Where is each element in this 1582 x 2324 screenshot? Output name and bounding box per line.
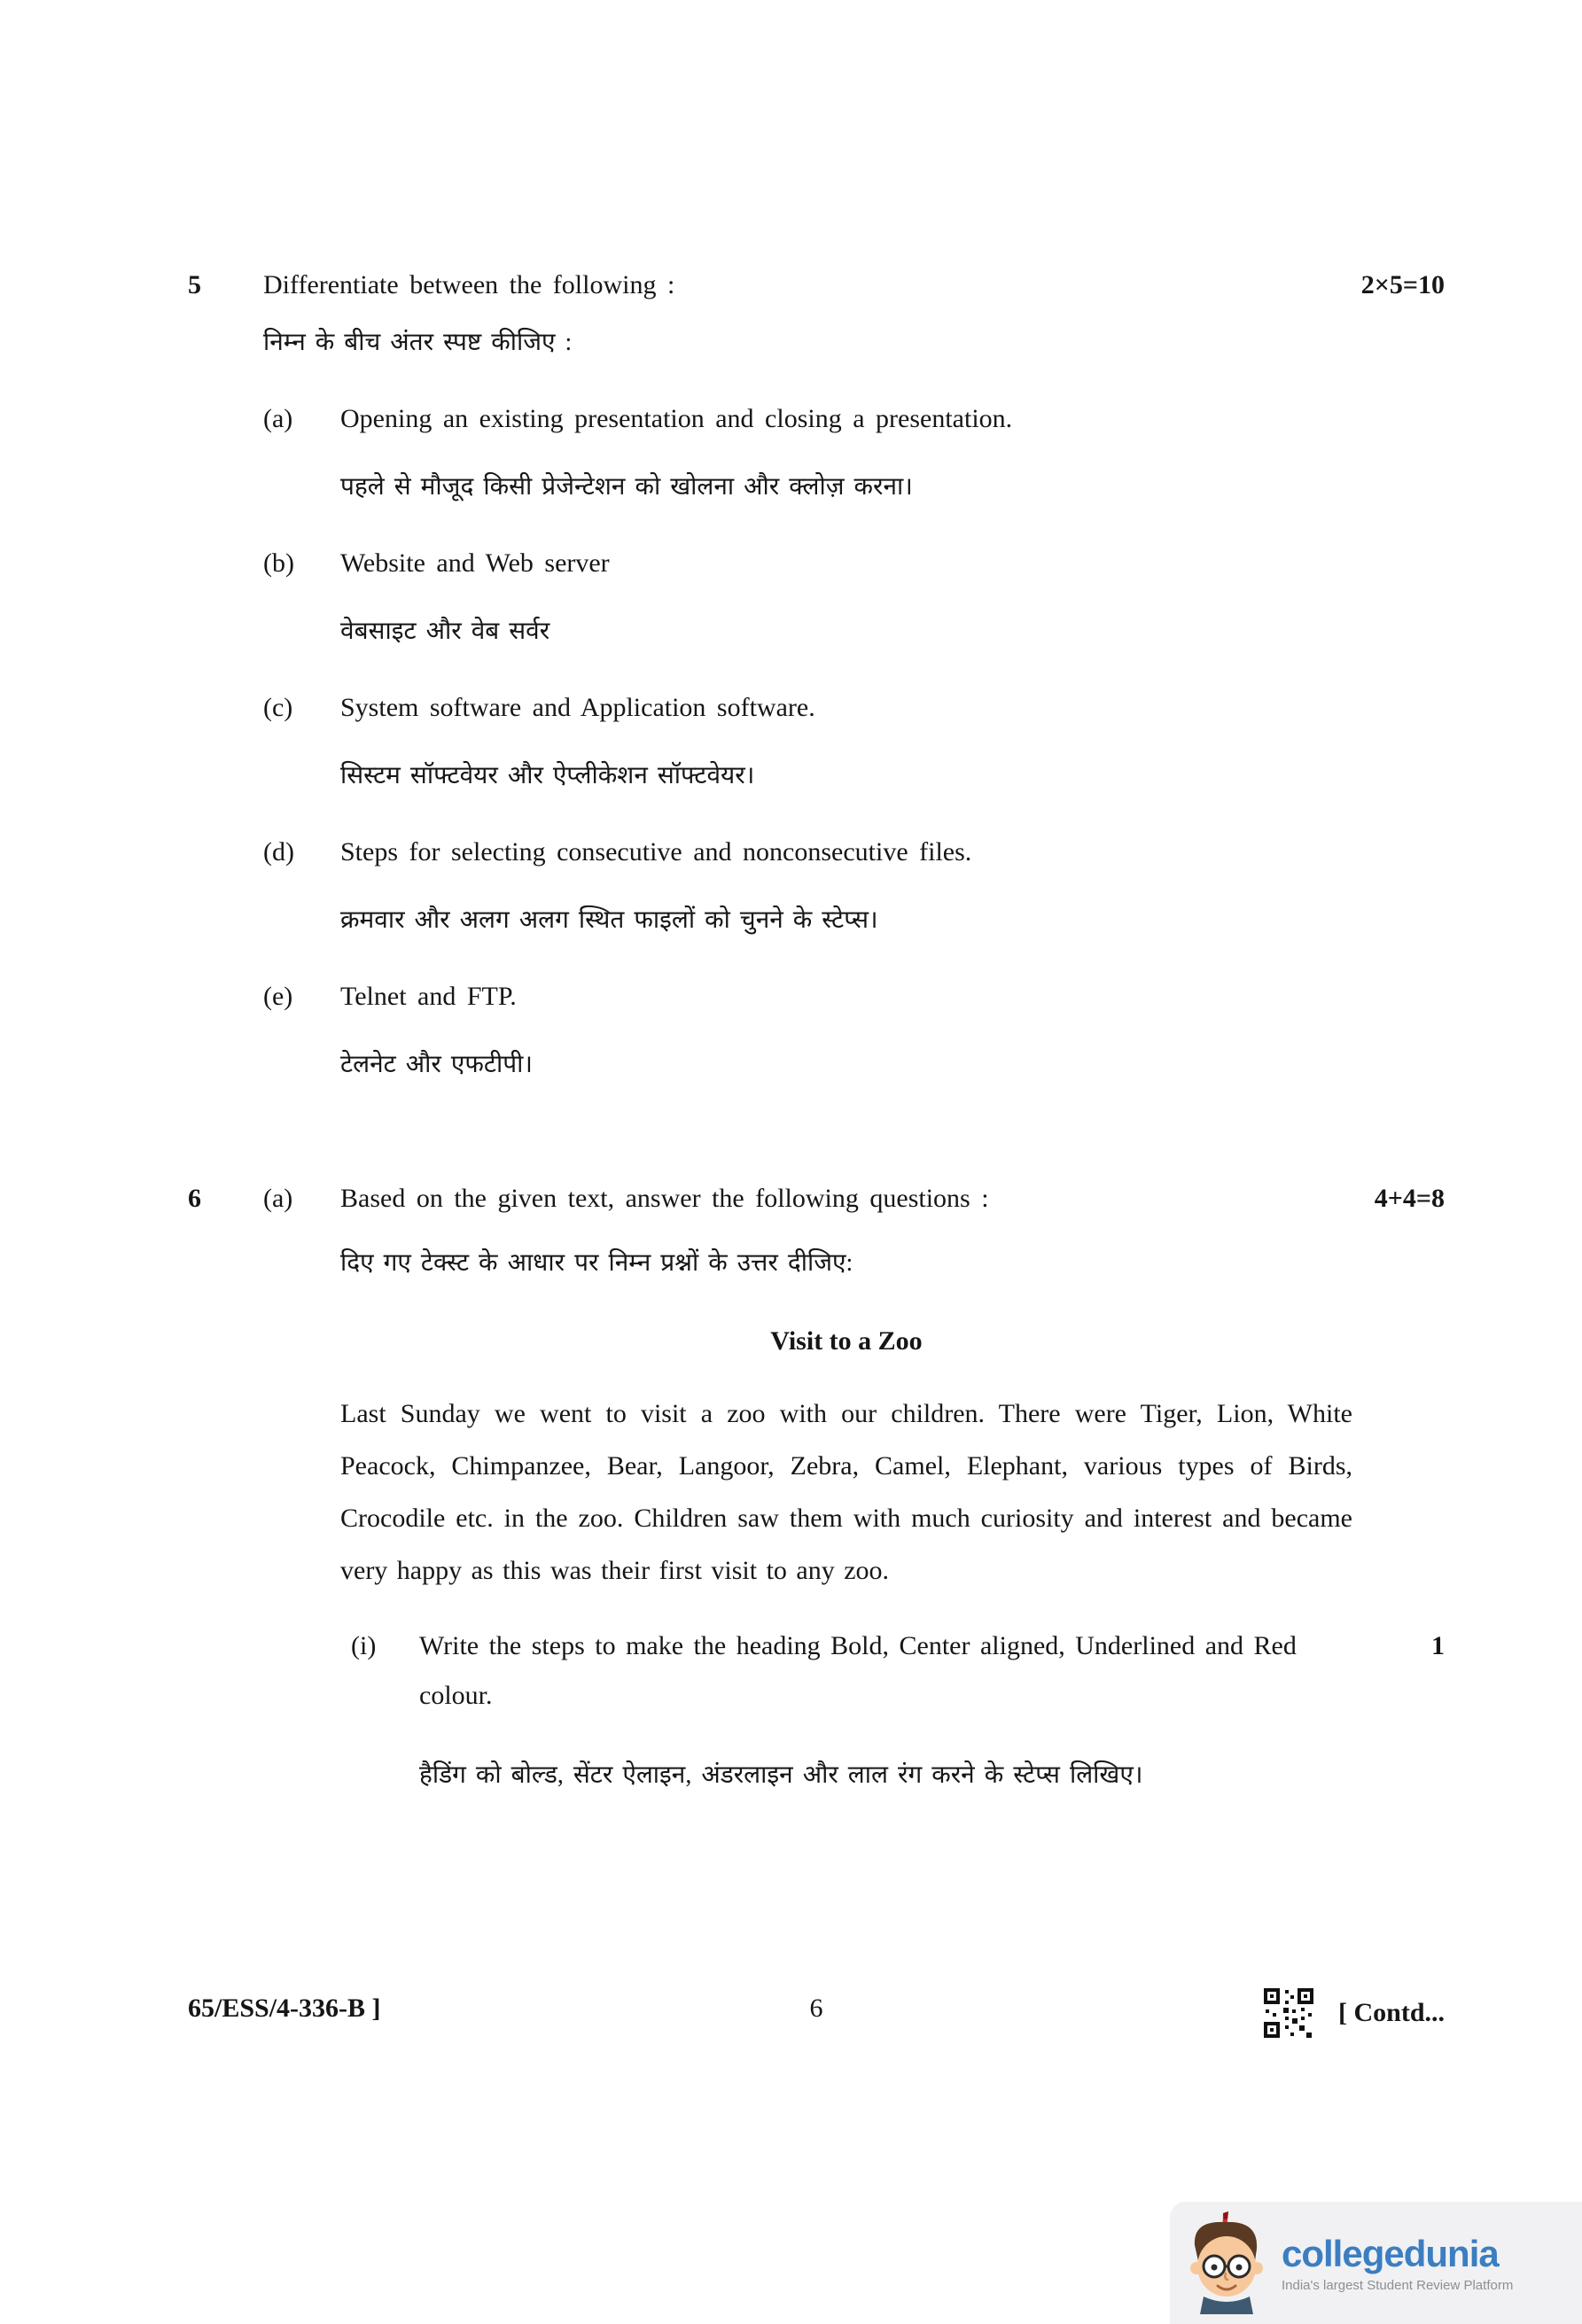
q5-item-c [263,688,1445,727]
page-footer [188,1986,1445,2048]
q5-item-a-text-hi: पहले से मौजूद किसी प्रेजेन्टेशन को खोलना और क्लोज़ करना। [340,473,913,501]
brand-text [1282,2234,1513,2293]
q5-item-b-text-en: Website and Web server [340,548,610,578]
question-5-prompt-en: Differentiate between the following : [263,270,675,299]
q6-sub-question-i [351,1621,1445,1721]
q5-item-a-label: (a) [263,404,293,433]
passage-text: Last Sunday we went to visit a zoo with our children. There were Tiger, Lion, White Peacock, Chimpanzee, Bear, Langoor, Zebra, Camel, Elephant, various types of Birds, Crocodile etc. in the zoo. Children saw them with much curiosity and interest and became very happy as this was their first visit to any zoo. [340,1399,1352,1585]
question-6-header [188,1184,1445,1214]
q6-sub-i-text-hi: हैडिंग को बोल्ड, सेंटर ऐलाइन, अंडरलाइन और लाल रंग करने के स्टेप्स लिखिए। [419,1761,1143,1789]
q5-item-c-text-en: System software and Application software. [340,693,815,722]
q5-item-a [263,400,1445,439]
question-6-marks: 4+4=8 [1374,1184,1445,1213]
paper-code: 65/ESS/4-336-B ] [188,1994,381,2023]
q6-sub-i-marks: 1 [1431,1631,1445,1660]
q6-sub-i-label: (i) [351,1631,377,1660]
q5-item-e-text-en: Telnet and FTP. [340,982,517,1011]
page-content [188,270,1445,1795]
question-6-number: 6 [188,1184,201,1213]
question-5-prompt-hi: निम्न के बीच अंतर स्पष्ट कीजिए : [263,329,573,356]
q5-item-e-text-hi: टेलनेट और एफटीपी। [340,1051,534,1078]
contd-label: [ Contd... [1337,1998,1445,2027]
q5-item-e [263,977,1445,1016]
question-6-part-label: (a) [263,1184,293,1213]
brand-name: collegedunia [1282,2232,1499,2274]
q5-item-d [263,833,1445,872]
q5-item-c-label: (c) [263,693,293,722]
question-5-marks: 2×5=10 [1360,270,1445,299]
footer-right [1262,1986,1445,2040]
question-6-prompt-en: Based on the given text, answer the following questions : [340,1184,989,1213]
q5-item-d-text-hi: क्रमवार और अलग अलग स्थित फाइलों को चुनने के स्टेप्स। [340,906,878,934]
q5-item-c-text-hi: सिस्टम सॉफ्टवेयर और ऐप्लीकेशन सॉफ्टवेयर। [340,762,755,789]
q5-item-a-text-en: Opening an existing presentation and closing a presentation. [340,404,1013,433]
collegedunia-logo [1170,2202,1582,2324]
passage-title: Visit to a Zoo [770,1326,923,1356]
q6-sub-i-text-en: Write the steps to make the heading Bold, Center aligned, Underlined and Red colour. [419,1631,1297,1710]
brand-tagline: India's largest Student Review Platform [1282,2277,1514,2293]
page-number: 6 [809,1994,823,2023]
q5-item-e-label: (e) [263,982,293,1011]
question-5-header [188,270,1445,300]
question-6-prompt-hi: दिए गए टेक्स्ट के आधार पर निम्न प्रश्नों के उत्तर दीजिए: [340,1249,853,1277]
question-5-number: 5 [188,270,201,299]
q5-item-d-text-en: Steps for selecting consecutive and nonconsecutive files. [340,837,972,867]
q5-item-b [263,544,1445,583]
question-5-items [263,400,1445,1084]
q5-item-b-text-hi: वेबसाइट और वेब सर्वर [340,618,550,645]
q5-item-b-label: (b) [263,548,294,578]
collegedunia-mascot-icon [1184,2211,1269,2314]
qr-code-icon [1262,1986,1315,2040]
q5-item-d-label: (d) [263,837,294,867]
